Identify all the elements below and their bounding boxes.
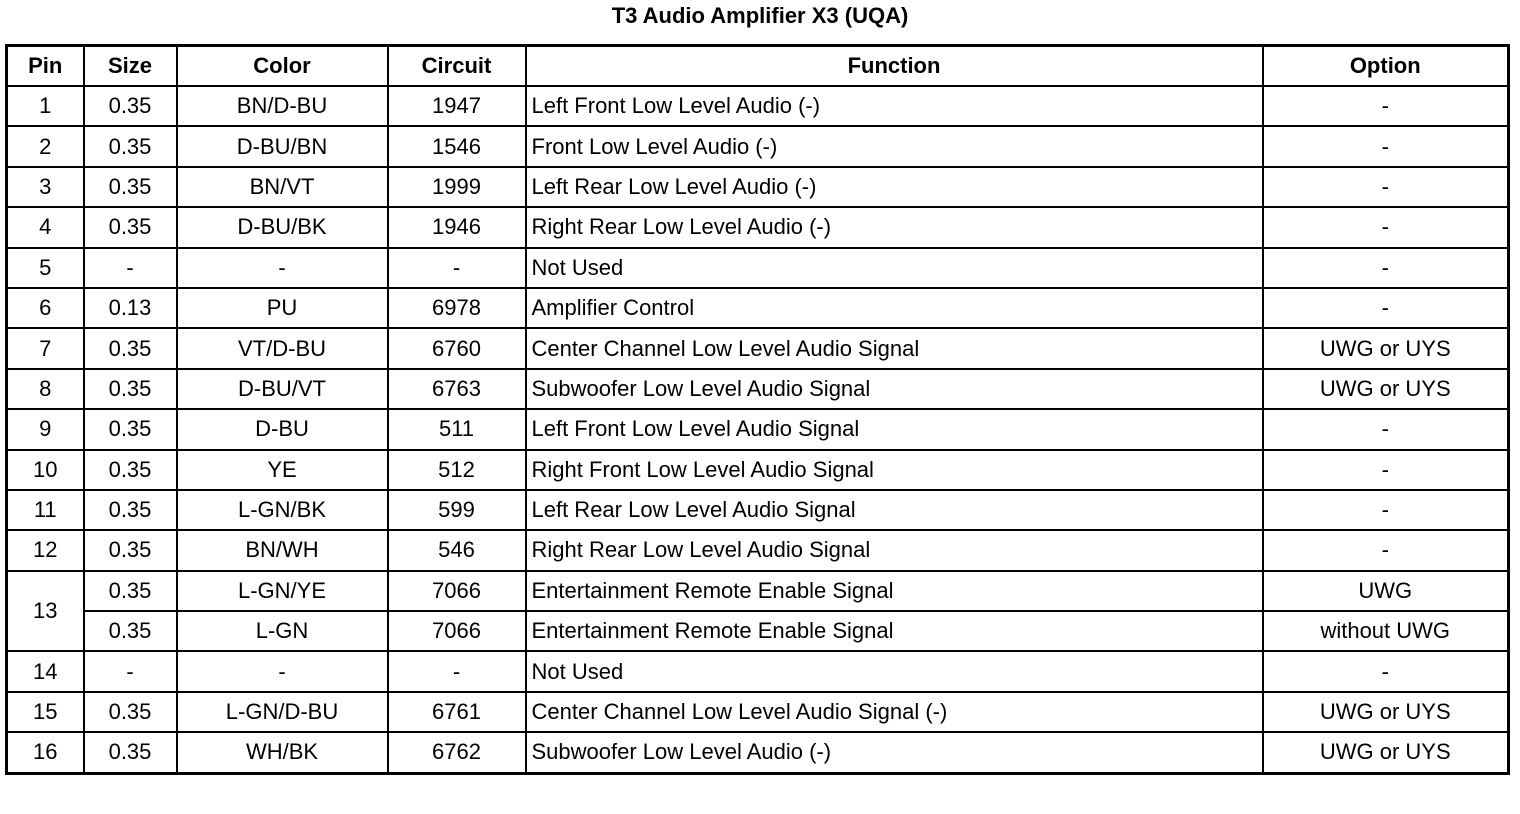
pin-cell: 4: [7, 207, 84, 247]
circuit-cell: 7066: [388, 571, 526, 611]
pin-cell: 12: [7, 530, 84, 570]
option-cell: -: [1263, 409, 1509, 449]
size-cell: 0.35: [84, 530, 177, 570]
table-row: [7, 490, 1509, 530]
function-cell: Not Used: [526, 248, 1263, 288]
pin-cell: 5: [7, 248, 84, 288]
function-cell: Subwoofer Low Level Audio (-): [526, 732, 1263, 773]
size-cell: 0.35: [84, 207, 177, 247]
pin-cell: 9: [7, 409, 84, 449]
color-cell: YE: [177, 450, 388, 490]
size-cell: 0.35: [84, 86, 177, 126]
function-cell: Front Low Level Audio (-): [526, 126, 1263, 166]
option-cell: -: [1263, 530, 1509, 570]
size-cell: 0.35: [84, 409, 177, 449]
function-cell: Left Front Low Level Audio (-): [526, 86, 1263, 126]
table-title: T3 Audio Amplifier X3 (UQA): [611, 3, 909, 28]
pin-cell: 8: [7, 369, 84, 409]
option-cell: -: [1263, 450, 1509, 490]
circuit-cell: 6762: [388, 732, 526, 773]
table-row: [7, 248, 1509, 288]
color-cell: L-GN/BK: [177, 490, 388, 530]
option-cell: -: [1263, 86, 1509, 126]
circuit-cell: 6761: [388, 692, 526, 732]
size-cell: 0.35: [84, 126, 177, 166]
function-cell: Right Front Low Level Audio Signal: [526, 450, 1263, 490]
circuit-cell: -: [388, 248, 526, 288]
pin-cell: 7: [7, 328, 84, 368]
circuit-cell: 1999: [388, 167, 526, 207]
pin-cell: 2: [7, 126, 84, 166]
header-pin: Pin: [7, 46, 84, 87]
pin-cell: 14: [7, 651, 84, 691]
table-row: [7, 692, 1509, 732]
size-cell: 0.35: [84, 450, 177, 490]
circuit-cell: 511: [388, 409, 526, 449]
color-cell: PU: [177, 288, 388, 328]
option-cell: UWG or UYS: [1263, 732, 1509, 773]
color-cell: -: [177, 651, 388, 691]
pin-cell: 3: [7, 167, 84, 207]
table-row: [7, 450, 1509, 490]
color-cell: WH/BK: [177, 732, 388, 773]
function-cell: Amplifier Control: [526, 288, 1263, 328]
table-row: [7, 611, 1509, 651]
table-row: [7, 126, 1509, 166]
table-row: [7, 530, 1509, 570]
table-row: [7, 328, 1509, 368]
size-cell: 0.35: [84, 490, 177, 530]
option-cell: -: [1263, 651, 1509, 691]
circuit-cell: 546: [388, 530, 526, 570]
color-cell: D-BU/BK: [177, 207, 388, 247]
pin-cell: 1: [7, 86, 84, 126]
header-size: Size: [84, 46, 177, 87]
size-cell: 0.35: [84, 611, 177, 651]
color-cell: BN/WH: [177, 530, 388, 570]
function-cell: Left Rear Low Level Audio (-): [526, 167, 1263, 207]
circuit-cell: 7066: [388, 611, 526, 651]
circuit-cell: 6978: [388, 288, 526, 328]
option-cell: -: [1263, 126, 1509, 166]
table-row: [7, 167, 1509, 207]
color-cell: D-BU/BN: [177, 126, 388, 166]
table-row: [7, 207, 1509, 247]
color-cell: -: [177, 248, 388, 288]
size-cell: -: [84, 248, 177, 288]
option-cell: UWG or UYS: [1263, 692, 1509, 732]
color-cell: D-BU/VT: [177, 369, 388, 409]
size-cell: 0.35: [84, 732, 177, 773]
circuit-cell: 6760: [388, 328, 526, 368]
size-cell: -: [84, 651, 177, 691]
header-row: [7, 46, 1509, 87]
circuit-cell: -: [388, 651, 526, 691]
function-cell: Right Rear Low Level Audio Signal: [526, 530, 1263, 570]
size-cell: 0.35: [84, 369, 177, 409]
color-cell: D-BU: [177, 409, 388, 449]
header-color: Color: [177, 46, 388, 87]
pin-cell: 13: [7, 571, 84, 652]
size-cell: 0.35: [84, 692, 177, 732]
function-cell: Subwoofer Low Level Audio Signal: [526, 369, 1263, 409]
color-cell: BN/D-BU: [177, 86, 388, 126]
function-cell: Not Used: [526, 651, 1263, 691]
pin-cell: 6: [7, 288, 84, 328]
table-row: [7, 86, 1509, 126]
table-row: [7, 369, 1509, 409]
pin-cell: 15: [7, 692, 84, 732]
header-function: Function: [526, 46, 1263, 87]
header-circuit: Circuit: [388, 46, 526, 87]
pin-cell: 11: [7, 490, 84, 530]
function-cell: Right Rear Low Level Audio (-): [526, 207, 1263, 247]
option-cell: without UWG: [1263, 611, 1509, 651]
circuit-cell: 599: [388, 490, 526, 530]
table-row: [7, 732, 1509, 773]
function-cell: Entertainment Remote Enable Signal: [526, 571, 1263, 611]
table-row: [7, 651, 1509, 691]
table-row: [7, 571, 1509, 611]
color-cell: L-GN/YE: [177, 571, 388, 611]
circuit-cell: 1946: [388, 207, 526, 247]
pin-cell: 10: [7, 450, 84, 490]
size-cell: 0.35: [84, 167, 177, 207]
circuit-cell: 512: [388, 450, 526, 490]
pin-cell: 16: [7, 732, 84, 773]
circuit-cell: 6763: [388, 369, 526, 409]
option-cell: -: [1263, 207, 1509, 247]
size-cell: 0.13: [84, 288, 177, 328]
option-cell: -: [1263, 248, 1509, 288]
header-option: Option: [1263, 46, 1509, 87]
size-cell: 0.35: [84, 328, 177, 368]
option-cell: -: [1263, 288, 1509, 328]
circuit-cell: 1947: [388, 86, 526, 126]
size-cell: 0.35: [84, 571, 177, 611]
pinout-table: [5, 44, 1510, 775]
function-cell: Center Channel Low Level Audio Signal: [526, 328, 1263, 368]
function-cell: Left Rear Low Level Audio Signal: [526, 490, 1263, 530]
option-cell: UWG or UYS: [1263, 328, 1509, 368]
option-cell: UWG or UYS: [1263, 369, 1509, 409]
table-row: [7, 288, 1509, 328]
function-cell: Left Front Low Level Audio Signal: [526, 409, 1263, 449]
circuit-cell: 1546: [388, 126, 526, 166]
color-cell: L-GN/D-BU: [177, 692, 388, 732]
function-cell: Center Channel Low Level Audio Signal (-): [526, 692, 1263, 732]
option-cell: UWG: [1263, 571, 1509, 611]
color-cell: BN/VT: [177, 167, 388, 207]
color-cell: L-GN: [177, 611, 388, 651]
option-cell: -: [1263, 490, 1509, 530]
option-cell: -: [1263, 167, 1509, 207]
table-row: [7, 409, 1509, 449]
function-cell: Entertainment Remote Enable Signal: [526, 611, 1263, 651]
color-cell: VT/D-BU: [177, 328, 388, 368]
